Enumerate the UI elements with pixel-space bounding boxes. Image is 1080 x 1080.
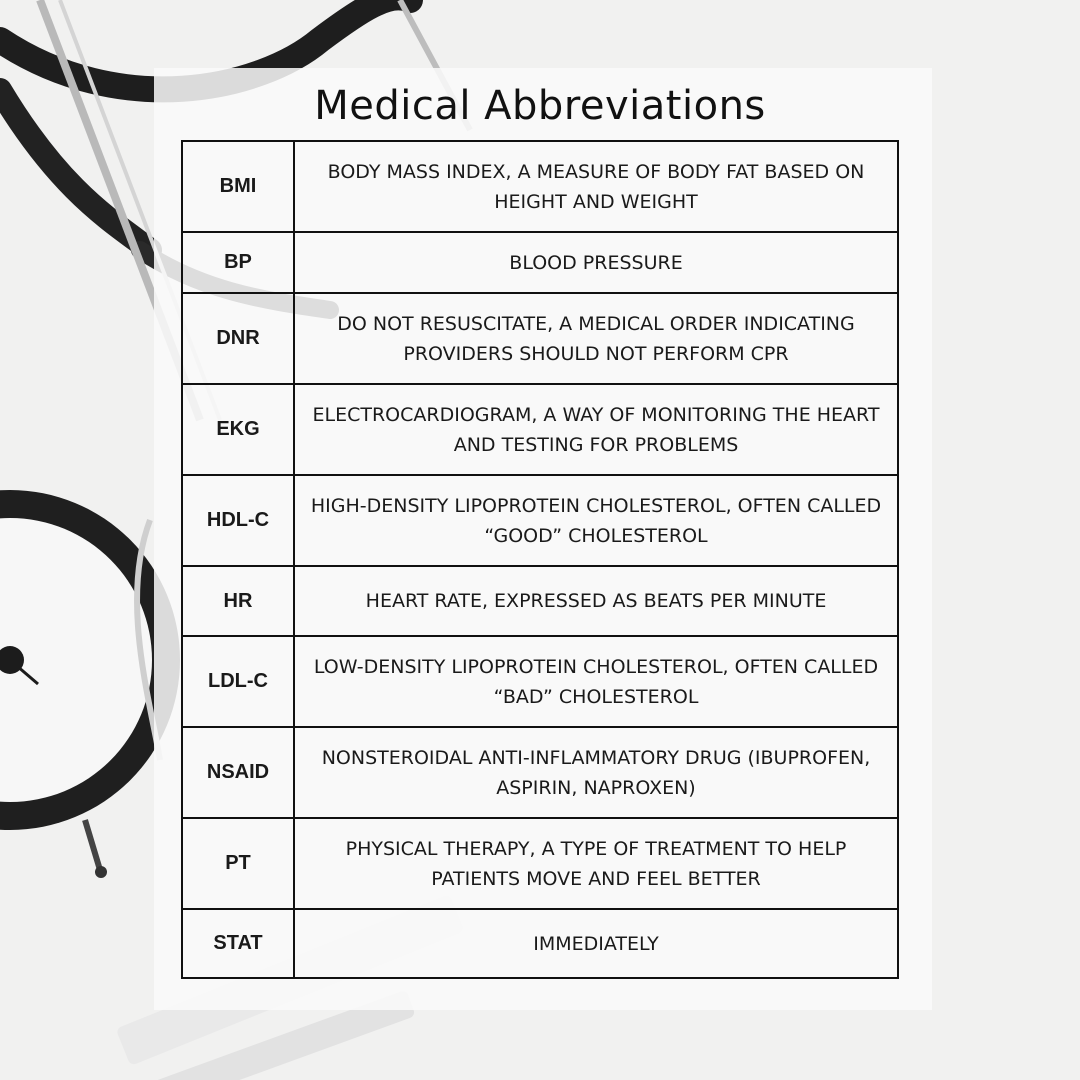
table-row: [182, 727, 898, 818]
abbreviations-table: [181, 140, 899, 979]
table-row: [182, 293, 898, 384]
definition-cell: ELECTROCARDIOGRAM, A WAY OF MONITORING THE HEART AND TESTING FOR PROBLEMS: [294, 384, 898, 475]
definition-cell: DO NOT RESUSCITATE, A MEDICAL ORDER INDICATING PROVIDERS SHOULD NOT PERFORM CPR: [294, 293, 898, 384]
definition-cell: BODY MASS INDEX, A MEASURE OF BODY FAT BASED ON HEIGHT AND WEIGHT: [294, 141, 898, 232]
abbreviation-cell: DNR: [182, 293, 294, 384]
abbreviation-cell: LDL-C: [182, 636, 294, 727]
definition-cell: HIGH-DENSITY LIPOPROTEIN CHOLESTEROL, OFTEN CALLED “GOOD” CHOLESTEROL: [294, 475, 898, 566]
table-row: [182, 566, 898, 636]
abbreviation-cell: HR: [182, 566, 294, 636]
definition-cell: LOW-DENSITY LIPOPROTEIN CHOLESTEROL, OFTEN CALLED “BAD” CHOLESTEROL: [294, 636, 898, 727]
definition-cell: HEART RATE, EXPRESSED AS BEATS PER MINUTE: [294, 566, 898, 636]
table-row: [182, 141, 898, 232]
table-row: [182, 232, 898, 293]
abbreviation-cell: EKG: [182, 384, 294, 475]
table-row: [182, 636, 898, 727]
abbreviation-cell: NSAID: [182, 727, 294, 818]
definition-cell: NONSTEROIDAL ANTI-INFLAMMATORY DRUG (IBUPROFEN, ASPIRIN, NAPROXEN): [294, 727, 898, 818]
table-row: [182, 384, 898, 475]
table-row: [182, 909, 898, 978]
page-title: Medical Abbreviations: [314, 83, 766, 129]
definition-cell: PHYSICAL THERAPY, A TYPE OF TREATMENT TO HELP PATIENTS MOVE AND FEEL BETTER: [294, 818, 898, 909]
definition-cell: IMMEDIATELY: [294, 909, 898, 978]
table-row: [182, 818, 898, 909]
definition-cell: BLOOD PRESSURE: [294, 232, 898, 293]
abbreviation-cell: PT: [182, 818, 294, 909]
abbreviation-cell: HDL-C: [182, 475, 294, 566]
table-row: [182, 475, 898, 566]
abbreviation-cell: BP: [182, 232, 294, 293]
abbreviation-cell: BMI: [182, 141, 294, 232]
abbreviation-cell: STAT: [182, 909, 294, 978]
